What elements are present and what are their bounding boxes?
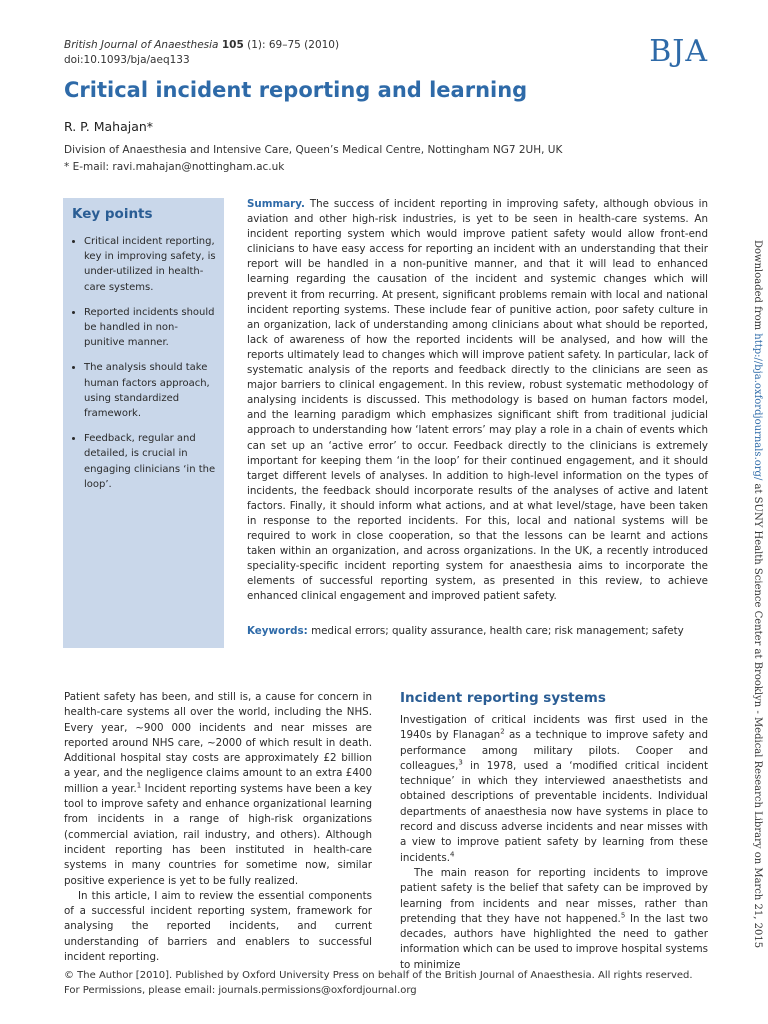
paragraph-text: In the last two decades, authors have highlighted the need to gather information which can be used to improve hospital systems to minimize bbox=[400, 912, 709, 971]
key-point-item: • Feedback, regular and detailed, is crucial in engaging clinicians ‘in the loop’. bbox=[84, 431, 216, 492]
keywords-text: medical errors; quality assurance, health care; risk management; safety bbox=[311, 625, 684, 637]
bja-logo: BJA bbox=[649, 34, 708, 69]
journal-citation bbox=[64, 38, 339, 68]
body-paragraph bbox=[400, 713, 708, 866]
reference-link[interactable]: 4 bbox=[449, 850, 455, 859]
author-affiliation bbox=[64, 142, 562, 176]
keywords-label: Keywords: bbox=[247, 625, 308, 637]
journal-volume: 105 bbox=[221, 39, 244, 51]
article-title: Critical incident reporting and learning bbox=[64, 78, 528, 102]
reference-link[interactable]: 5 bbox=[620, 911, 626, 920]
summary-text: The success of incident reporting in improving safety, although obvious in aviation and other high-risk industries, is yet to be seen in health-care systems. An incident reporting system which would improve patient safety would allow front-end clinicians to have easy access for reporting an incident with an understanding that their report will be handled in a non-punitive manner, and that it will lead to enhanced learning regarding the causation of the incident and systemic changes which will prevent it from recurring. At present, significant problems remain with local and national incident reporting systems. These include fear of punitive action, poor safety culture in an organization, lack of understanding among clinicians about what should be reported, lack of awareness of how the reported incidents will be analysed, and how will the reports ultimately lead to changes which will improve patient safety. In particular, lack of systematic analysis of the reports and feedback directly to the clinicians are seen as major barriers to clinical engagement. In this review, robust systematic methodology of analysing incidents is discussed. This methodology is based on human factors model, and the learning paradigm which emphasizes significant shift from traditional judicial approach to understanding how ‘latent errors’ may play a role in a chain of events which can set up an ‘active error’ to occur. Feedback directly to the clinicians is extremely important for keeping them ‘in the loop’ for their continued engagement, and it should target different levels of analyses. In addition to high-level information on the types of incidents, the feedback should incorporate results of the analyses of active and latent factors. Finally, it should inform what actions, and at what level/stage, have been taken in response to the reported incidents. For this, local and national systems will be required to work in close cooperation, so that the lessons can be learnt and actions taken within an organization, and across organizations. In the UK, a recently introduced speciality-specific incident reporting system for anaesthesia aims to incorporate the elements of successful reporting system, as presented in this review, to achieve enhanced clinical engagement and improved patient safety. bbox=[247, 198, 709, 603]
reference-link[interactable]: 2 bbox=[500, 727, 505, 736]
abstract-summary bbox=[247, 197, 708, 605]
author-email[interactable]: * E-mail: ravi.mahajan@nottingham.ac.uk bbox=[64, 161, 285, 173]
body-paragraph bbox=[64, 690, 372, 889]
paragraph-text: in 1978, used a ‘modified critical incident technique’ in which they interviewed anaesthetists and obtained descriptions of preventable incidents. Individual departments of anaesthesia now have systems in place to record and discuss adverse incidents and near misses with a view to improve patient safety by learning from these incidents. bbox=[400, 759, 708, 864]
download-watermark bbox=[745, 240, 767, 949]
reference-link[interactable]: 1 bbox=[136, 781, 142, 790]
paragraph-text: Incident reporting systems have been a key tool to improve safety and enhance organizational learning from incidents in a range of high-risk organizations (commercial aviation, rail industry, and others). Although incident reporting has been instituted in health-care systems in many countries for sometime now, similar positive experience is yet to be fully realized. bbox=[64, 782, 372, 887]
keywords-line bbox=[247, 624, 717, 639]
key-points-list bbox=[72, 234, 216, 492]
paragraph-text: as a technique to improve safety and performance among military pilots. Cooper and colleagues, bbox=[400, 729, 708, 772]
key-points-box bbox=[63, 198, 224, 648]
journal-issue-pages: (1): 69–75 (2010) bbox=[247, 39, 340, 51]
download-notice bbox=[752, 240, 763, 948]
body-left-column bbox=[64, 690, 372, 965]
article-author: R. P. Mahajan* bbox=[64, 119, 154, 134]
key-point-item: • Reported incidents should be handled in non-punitive manner. bbox=[84, 305, 216, 351]
body-paragraph: In this article, I aim to review the essential components of a successful incident reporting system, framework for analysing the reported incidents, and current understanding of barriers and enablers to successful incident reporting. bbox=[64, 889, 372, 964]
affiliation-text: Division of Anaesthesia and Intensive Care, Queen’s Medical Centre, Nottingham NG7 2UH, UK bbox=[64, 144, 563, 156]
journal-url-link[interactable]: http://bja.oxfordjournals.org/ bbox=[752, 333, 763, 481]
permissions-notice: For Permissions, please email: journals.permissions@oxfordjournal.org bbox=[64, 985, 417, 996]
body-right-column bbox=[400, 713, 708, 973]
paragraph-text: Investigation of critical incidents was first used in the 1940s by Flanagan bbox=[400, 714, 708, 742]
paragraph-text: Patient safety has been, and still is, a cause for concern in health-care systems all over the world, including the NHS. Every year, ~900 000 incidents and near misses are reported around NHS care, ~2000 of which result in death. Additional hospital stay costs are approximately £2 billion a year, and the negligence claims amount to an extra £400 million a year. bbox=[64, 691, 372, 795]
body-paragraph bbox=[400, 866, 708, 973]
summary-label: Summary. bbox=[247, 198, 305, 210]
copyright-notice: © The Author [2010]. Published by Oxford University Press on behalf of the British Journal of Anaesthesia. All rights reserved. bbox=[64, 970, 693, 981]
section-heading: Incident reporting systems bbox=[400, 690, 606, 706]
download-suffix: at SUNY Health Science Center at Brooklyn - Medical Research Library on March 21, 2015 bbox=[752, 483, 763, 949]
key-points-heading: Key points bbox=[72, 206, 153, 222]
key-point-item: • Critical incident reporting, key in improving safety, is under-utilized in health-care systems. bbox=[84, 234, 216, 295]
page-footer bbox=[64, 968, 693, 998]
reference-link[interactable]: 3 bbox=[458, 758, 463, 767]
doi-link[interactable]: doi:10.1093/bja/aeq133 bbox=[64, 54, 190, 66]
paragraph-text: The main reason for reporting incidents to improve patient safety is the belief that safety can be improved by learning from incidents and near misses, rather than pretending that they have not happened. bbox=[400, 866, 708, 925]
download-prefix: Downloaded from bbox=[752, 240, 763, 331]
key-point-item: • The analysis should take human factors approach, using standardized framework. bbox=[84, 360, 216, 421]
journal-name: British Journal of Anaesthesia bbox=[64, 39, 219, 51]
